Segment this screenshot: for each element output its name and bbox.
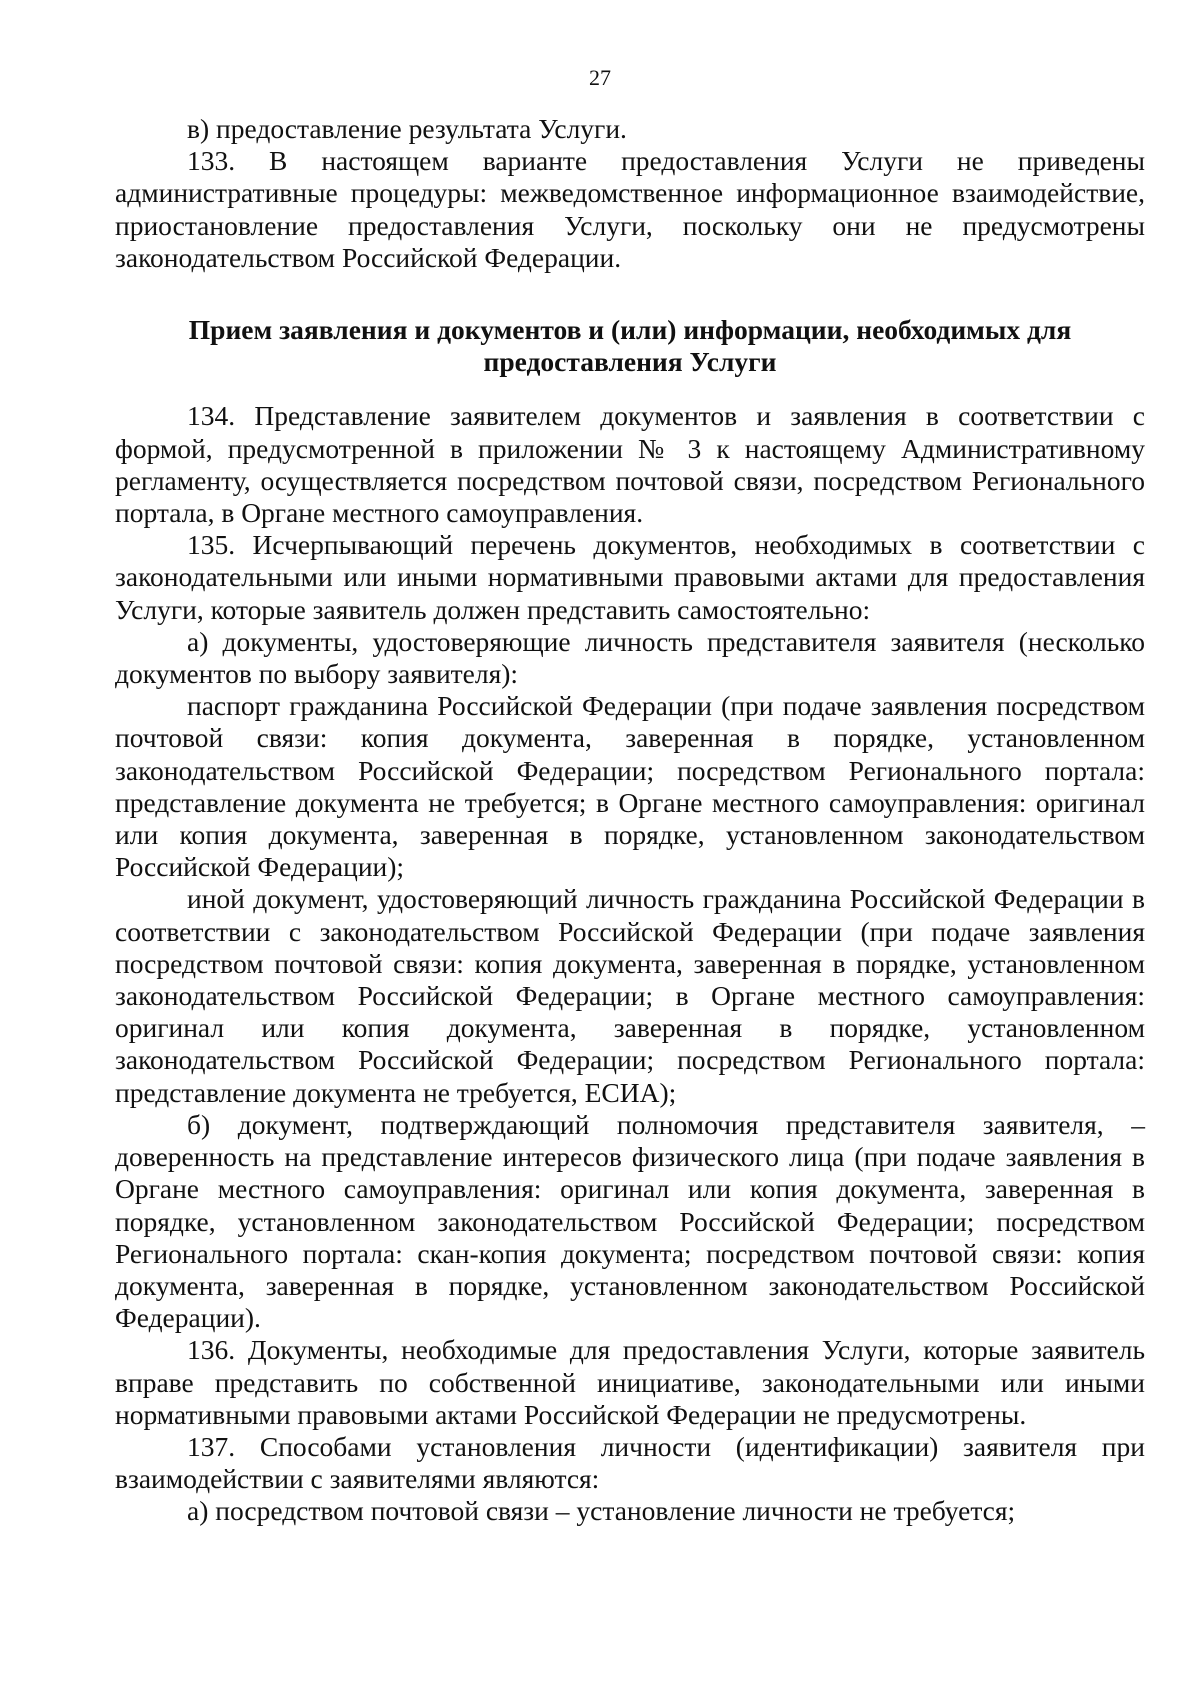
paragraph-134: 134. Представление заявителем документов и заявления в соответствии с формой, предусмотренной в приложении № 3 к настоящему Административному регламенту, осуществляется посредством почтовой связи, посредством Регионального портала, в Органе местного самоуправления. bbox=[115, 400, 1145, 529]
paragraph-135-b: б) документ, подтверждающий полномочия представителя заявителя, – доверенность на представление интересов физического лица (при подаче заявления в Органе местного самоуправления: оригинал или копия документа, заверенная в порядке, установленном законодательством Российской Федерации; посредством Регионального портала: скан-копия документа; посредством почтовой связи: копия документа, заверенная в порядке, установленном законодательством Российской Федерации). bbox=[115, 1108, 1145, 1334]
paragraph-136: 136. Документы, необходимые для предоставления Услуги, которые заявитель вправе представить по собственной инициативе, законодательными или иными нормативными правовыми актами Российской Федерации не предусмотрены. bbox=[115, 1334, 1145, 1430]
paragraph-137: 137. Способами установления личности (идентификации) заявителя при взаимодействии с заявителями являются: bbox=[115, 1430, 1145, 1495]
paragraph-other-document: иной документ, удостоверяющий личность гражданина Российской Федерации в соответствии с законодательством Российской Федерации (при подаче заявления посредством почтовой связи: копия документа, заверенная в порядке, установленном законодательством Российской Федерации; в Органе местного самоуправления: оригинал или копия документа, заверенная в порядке, установленном законодательством Российской Федерации; посредством Регионального портала: представление документа не требуется, ЕСИА); bbox=[115, 883, 1145, 1108]
page-number: 27 bbox=[589, 65, 611, 90]
paragraph-135: 135. Исчерпывающий перечень документов, необходимых в соответствии с законодательными или иными нормативными правовыми актами для предоставления Услуги, которые заявитель должен представить самостоятельно: bbox=[115, 529, 1145, 625]
paragraph-passport: паспорт гражданина Российской Федерации (при подаче заявления посредством почтовой связи: копия документа, заверенная в порядке, установленном законодательством Российской Федерации; посредством Регионального портала: представление документа не требуется; в Органе местного самоуправления: оригинал или копия документа, заверенная в порядке, установленном законодательством Российской Федерации); bbox=[115, 690, 1145, 883]
paragraph-result: в) предоставление результата Услуги. bbox=[187, 113, 627, 144]
section-heading-line-2: предоставления Услуги bbox=[483, 346, 777, 378]
section-heading-line-1: Прием заявления и документов и (или) информации, необходимых для bbox=[188, 314, 1072, 346]
paragraph-137-a: а) посредством почтовой связи – установление личности не требуется; bbox=[187, 1495, 1016, 1527]
paragraph-135-a: а) документы, удостоверяющие личность представителя заявителя (несколько документов по выбору заявителя): bbox=[115, 625, 1145, 690]
section-heading bbox=[115, 314, 1145, 378]
paragraph-133: 133. В настоящем варианте предоставления Услуги не приведены административные процедуры: межведомственное информационное взаимодействие, приостановление предоставления Услуги, поскольку они не предусмотрены законодательством Российской Федерации. bbox=[115, 145, 1145, 273]
document-body bbox=[115, 113, 1145, 1528]
